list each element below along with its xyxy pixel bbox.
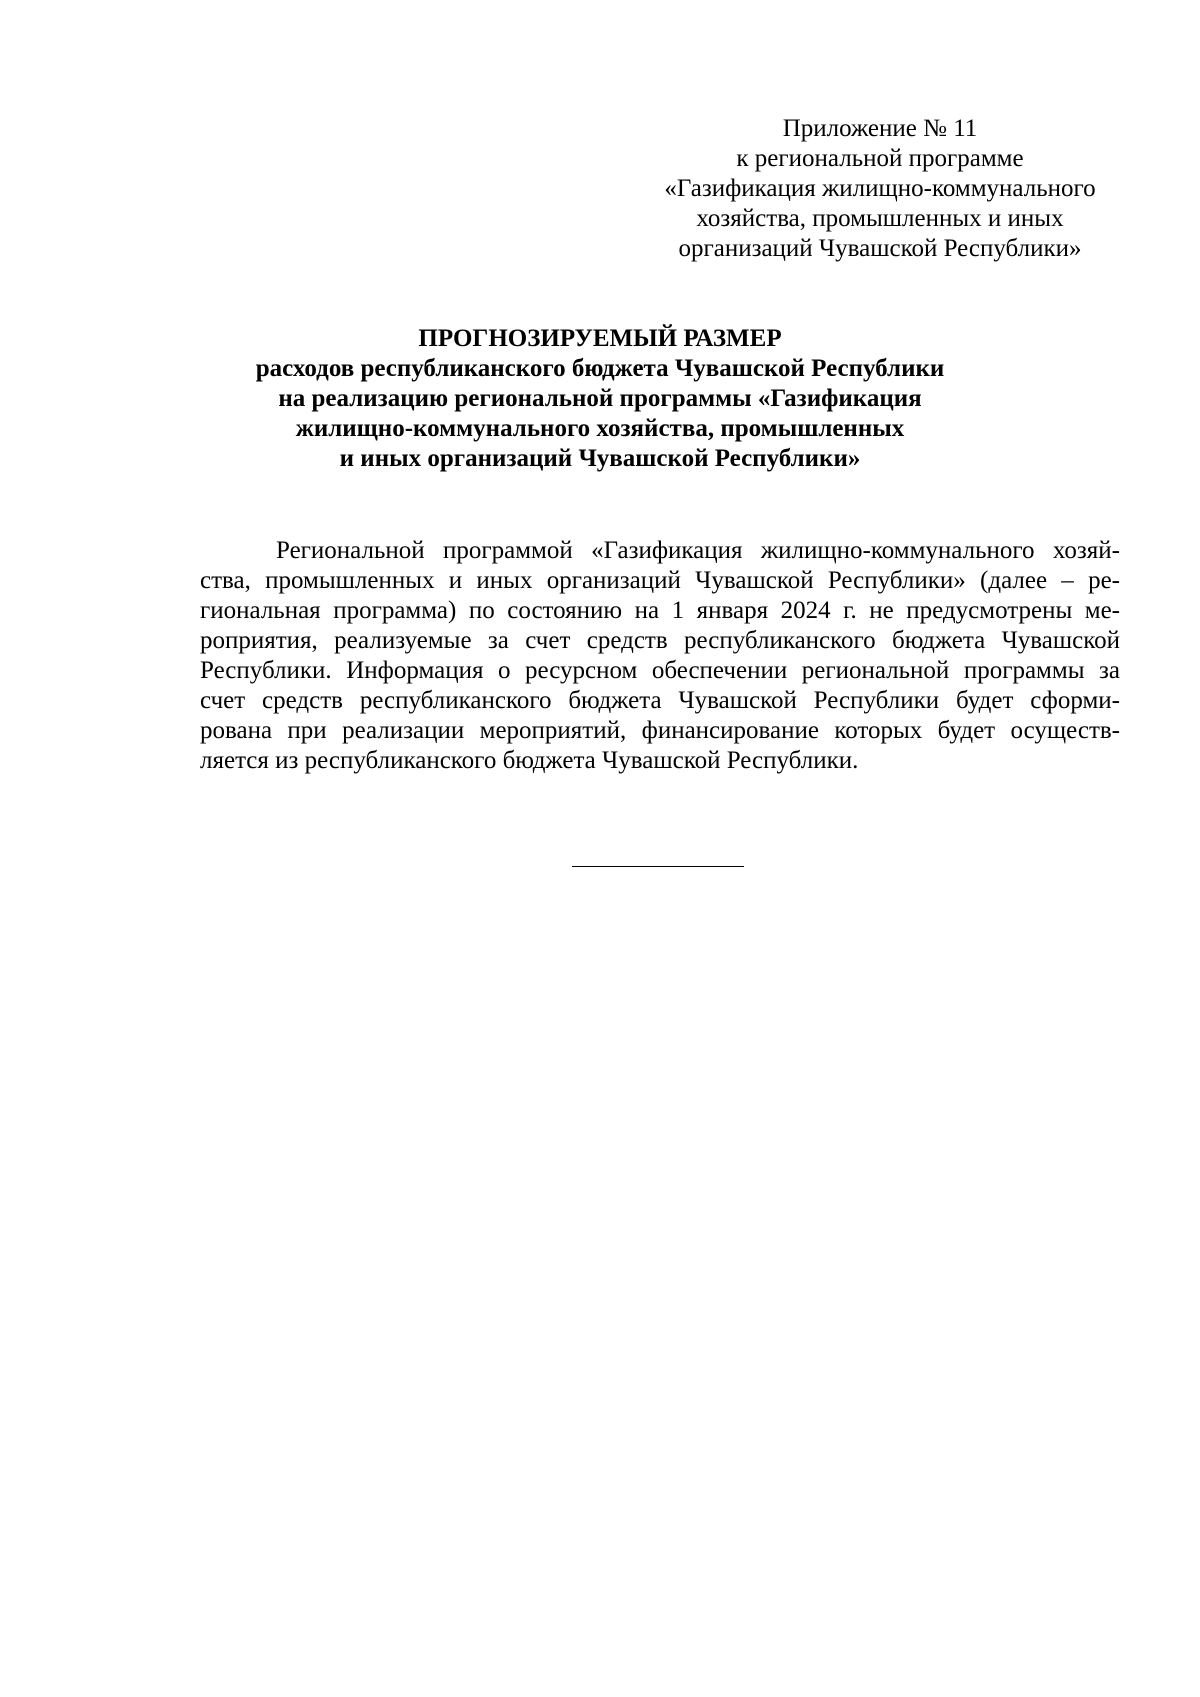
- appendix-line: хозяйства, промышленных и иных: [696, 205, 1064, 232]
- title-heading: ПРОГНОЗИРУЕМЫЙ РАЗМЕР: [418, 325, 782, 352]
- paragraph-line: счет средств республиканского бюджета Чувашской Республики будет сформи-: [200, 687, 1120, 714]
- body-paragraph: [200, 536, 1120, 776]
- title-subtitle-line: и иных организаций Чувашской Республики»: [339, 445, 861, 472]
- paragraph-line: гиональная программа) по состоянию на 1 января 2024 г. не предусмотрены ме-: [200, 597, 1120, 624]
- title-subtitle-line: жилищно-коммунального хозяйства, промышленных: [295, 415, 905, 442]
- appendix-reference: [620, 114, 1140, 264]
- document-title: [160, 324, 1040, 474]
- paragraph-line: роприятия, реализуемые за счет средств республиканского бюджета Чувашской: [200, 627, 1120, 654]
- paragraph-line: Республики. Информация о ресурсном обеспечении региональной программы за: [200, 657, 1120, 684]
- appendix-number: Приложение № 11: [782, 115, 978, 142]
- paragraph-line: ства, промышленных и иных организаций Чувашской Республики» (далее – ре-: [200, 567, 1120, 594]
- title-subtitle-line: на реализацию региональной программы «Газификация: [278, 385, 922, 412]
- end-divider: [572, 866, 744, 867]
- title-subtitle-line: расходов республиканского бюджета Чувашской Республики: [255, 355, 945, 382]
- appendix-line: организаций Чувашской Республики»: [678, 235, 1082, 262]
- paragraph-line: ляется из республиканского бюджета Чувашской Республики.: [200, 747, 859, 774]
- paragraph-line: Региональной программой «Газификация жилищно-коммунального хозяй-: [276, 537, 1120, 564]
- appendix-line: к региональной программе: [736, 145, 1024, 172]
- appendix-line: «Газификация жилищно-коммунального: [664, 175, 1096, 202]
- paragraph-line: рована при реализации мероприятий, финансирование которых будет осуществ-: [200, 717, 1120, 744]
